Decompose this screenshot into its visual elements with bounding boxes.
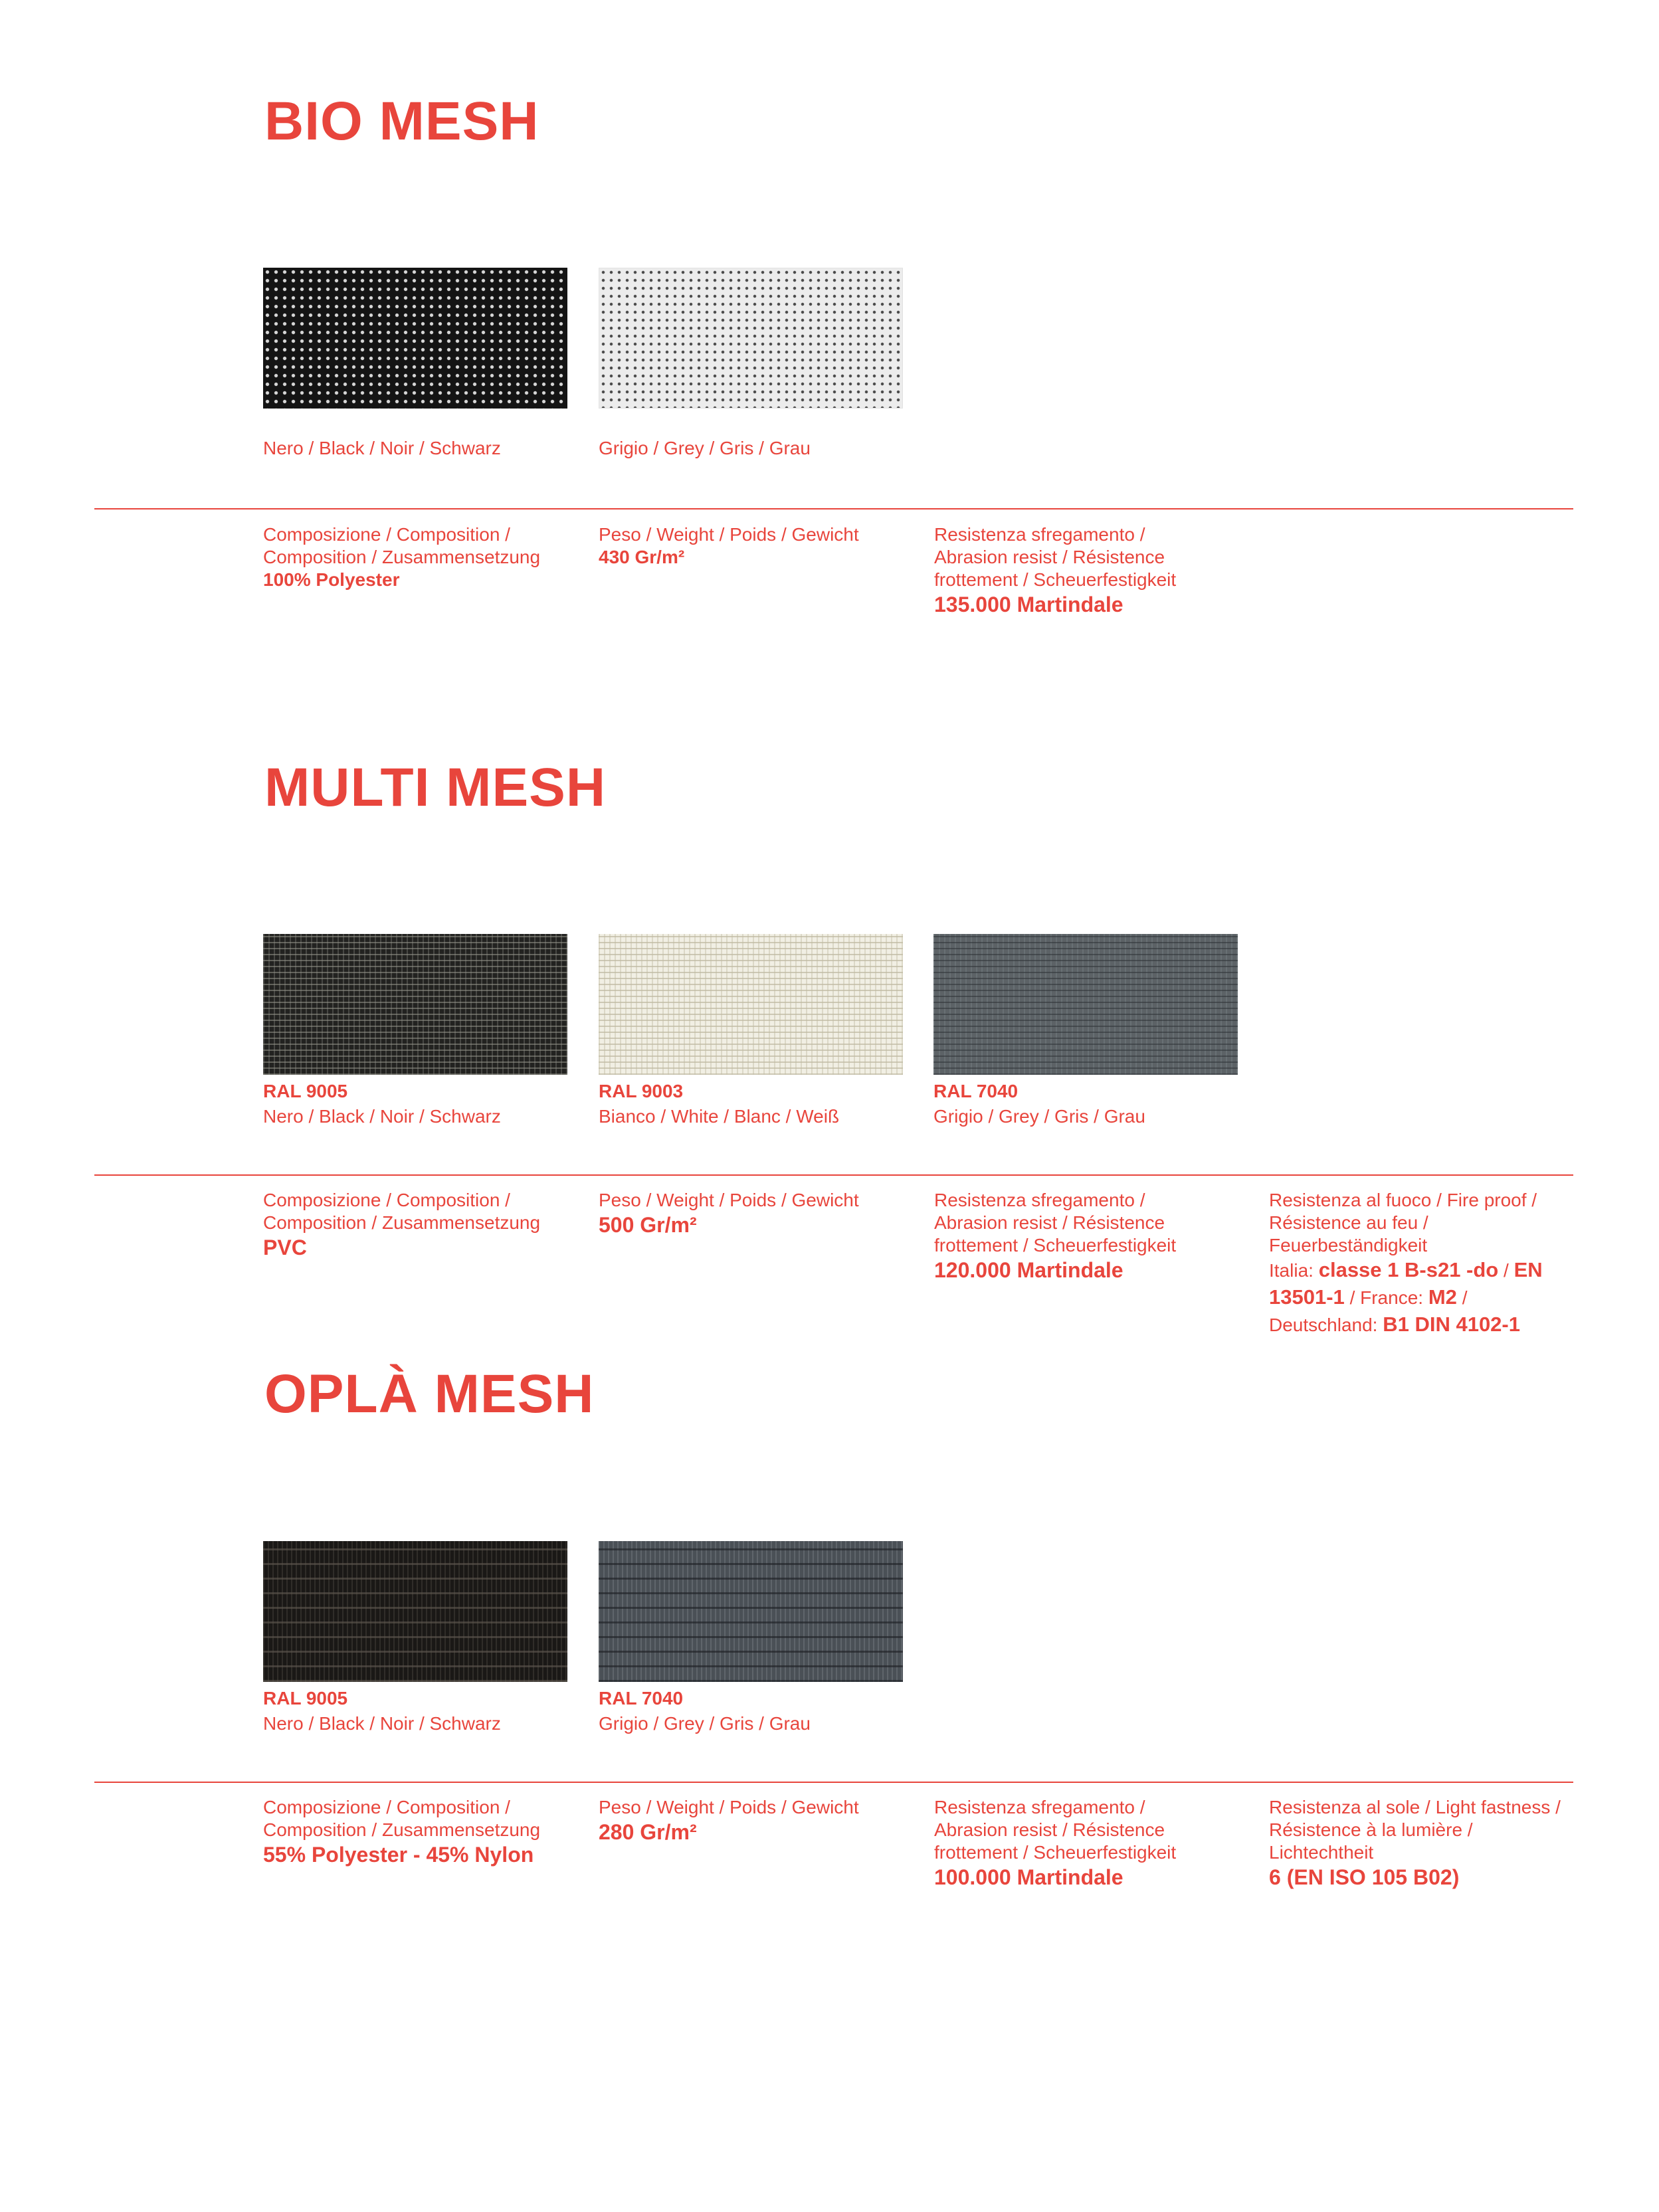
spec-weight: [599, 1189, 911, 1238]
spec-value: 500 Gr/m²: [599, 1213, 697, 1237]
spec-value: 430 Gr/m²: [599, 547, 685, 567]
color-name: Nero / Black / Noir / Schwarz: [263, 438, 501, 458]
section-title-opla-mesh: OPLÀ MESH: [264, 1364, 595, 1424]
spec-composition: [263, 1796, 575, 1868]
fire-fr-value: M2: [1428, 1285, 1457, 1309]
spec-composition: [263, 523, 575, 591]
swatch-label-multi-grey: [933, 1079, 1252, 1129]
swatch-opla-grey: [599, 1541, 903, 1682]
spec-value: PVC: [263, 1236, 307, 1259]
divider: [94, 1782, 1573, 1783]
divider: [94, 1174, 1573, 1176]
swatch-label-multi-white: [599, 1079, 918, 1129]
spec-value: 100% Polyester: [263, 569, 400, 590]
swatch-label-bio-black: [263, 436, 582, 461]
swatch-bio-grey: [599, 268, 903, 409]
spec-label: Peso / Weight / Poids / Gewicht: [599, 1797, 859, 1817]
fire-ratings: [1269, 1257, 1561, 1338]
color-name: Nero / Black / Noir / Schwarz: [263, 1106, 501, 1127]
swatch-label-opla-grey: [599, 1686, 918, 1736]
spec-value: 55% Polyester - 45% Nylon: [263, 1843, 534, 1867]
ral-code: RAL 9005: [263, 1081, 348, 1101]
ral-code: RAL 9005: [263, 1688, 348, 1708]
swatch-multi-black: [263, 934, 567, 1075]
ral-code: RAL 9003: [599, 1081, 684, 1101]
spec-abrasion: [934, 523, 1213, 618]
spec-abrasion: [934, 1796, 1213, 1890]
spec-value: 6 (EN ISO 105 B02): [1269, 1865, 1460, 1889]
spec-weight: [599, 523, 911, 569]
fire-de-value: B1 DIN 4102-1: [1383, 1313, 1520, 1336]
spec-label: Resistenza sfregamento / Abrasion resist / Résistence frottement / Scheuerfestigkeit: [934, 1797, 1177, 1863]
divider: [94, 508, 1573, 509]
spec-label: Resistenza sfregamento / Abrasion resist / Résistence frottement / Scheuerfestigkeit: [934, 524, 1177, 590]
spec-label: Composizione / Composition / Composition / Zusammensetzung: [263, 1190, 541, 1233]
section-title-bio-mesh: BIO MESH: [264, 91, 539, 151]
fire-separator: /: [1504, 1260, 1509, 1281]
spec-value: 135.000 Martindale: [934, 593, 1123, 616]
fire-en-value: EN 13501-1: [1269, 1258, 1543, 1309]
spec-label: Resistenza al sole / Light fastness / Résistence à la lumière / Lichtechtheit: [1269, 1797, 1561, 1863]
swatch-label-multi-black: [263, 1079, 582, 1129]
spec-label: Peso / Weight / Poids / Gewicht: [599, 1190, 859, 1210]
swatch-bio-black: [263, 268, 567, 409]
swatch-multi-grey: [933, 934, 1238, 1075]
spec-label: Resistenza al fuoco / Fire proof / Résistence au feu / Feuerbeständigkeit: [1269, 1190, 1537, 1255]
spec-fire-resistance: [1269, 1189, 1561, 1338]
swatch-opla-black: [263, 1541, 567, 1682]
spec-label: Resistenza sfregamento / Abrasion resist / Résistence frottement / Scheuerfestigkeit: [934, 1190, 1177, 1255]
fire-de-prefix: Deutschland:: [1269, 1315, 1378, 1335]
color-name: Grigio / Grey / Gris / Grau: [933, 1106, 1145, 1127]
spec-value: 100.000 Martindale: [934, 1865, 1123, 1889]
spec-value: 120.000 Martindale: [934, 1258, 1123, 1282]
fire-it-prefix: Italia:: [1269, 1260, 1314, 1281]
spec-composition: [263, 1189, 575, 1261]
ral-code: RAL 7040: [599, 1688, 684, 1708]
spec-value: 280 Gr/m²: [599, 1820, 697, 1844]
swatch-multi-white: [599, 934, 903, 1075]
spec-label: Peso / Weight / Poids / Gewicht: [599, 524, 859, 545]
spec-abrasion: [934, 1189, 1213, 1283]
color-name: Bianco / White / Blanc / Weiß: [599, 1106, 840, 1127]
swatch-label-opla-black: [263, 1686, 582, 1736]
color-name: Grigio / Grey / Gris / Grau: [599, 1713, 811, 1734]
spec-light-fastness: [1269, 1796, 1568, 1890]
spec-label: Composizione / Composition / Composition / Zusammensetzung: [263, 524, 541, 567]
spec-weight: [599, 1796, 911, 1845]
color-name: Grigio / Grey / Gris / Grau: [599, 438, 811, 458]
section-title-multi-mesh: MULTI MESH: [264, 757, 607, 818]
fire-separator: /: [1462, 1287, 1468, 1308]
spec-label: Composizione / Composition / Composition / Zusammensetzung: [263, 1797, 541, 1840]
fire-it-value: classe 1 B-s21 -do: [1318, 1258, 1499, 1281]
fire-fr-prefix: / France:: [1349, 1287, 1424, 1308]
color-name: Nero / Black / Noir / Schwarz: [263, 1713, 501, 1734]
swatch-label-bio-grey: [599, 436, 918, 461]
ral-code: RAL 7040: [933, 1081, 1019, 1101]
